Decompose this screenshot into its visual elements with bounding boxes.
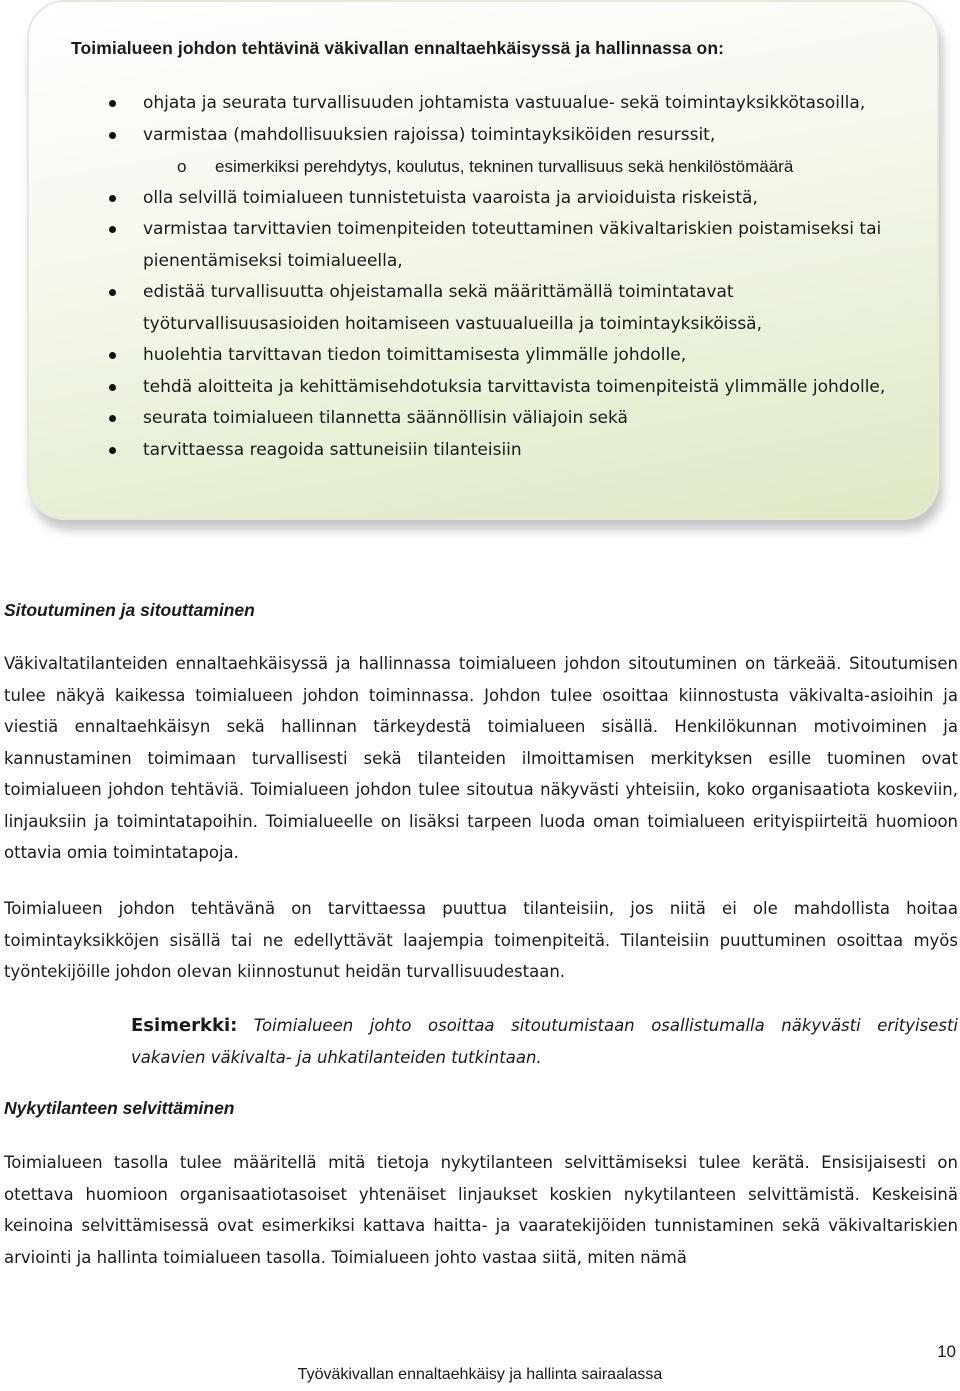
- box-title: Toimialueen johdon tehtävinä väkivallan ennaltaehkäisyssä ja hallinnassa on:: [71, 38, 725, 58]
- task-list: [29, 88, 941, 466]
- bullet-icon: [109, 100, 116, 107]
- bullet-icon: [109, 226, 116, 233]
- section-heading-current-state: Nykytilanteen selvittäminen: [4, 1098, 235, 1118]
- bullet-icon: [109, 352, 116, 359]
- list-item: olla selvillä toimialueen tunnistetuista vaaroista ja arvioiduista riskeistä,: [29, 183, 941, 215]
- sub-bullet-icon: o: [177, 157, 187, 176]
- list-item: seurata toimialueen tilannetta säännöllisin väliajoin sekä: [29, 403, 941, 435]
- bullet-icon: [109, 447, 116, 454]
- section-heading-commitment: Sitoutuminen ja sitouttaminen: [4, 600, 255, 620]
- bullet-icon: [109, 415, 116, 422]
- list-item: edistää turvallisuutta ohjeistamalla sekä määrittämällä toimintatavat työturvallisuusasioiden hoitamiseen vastuualueilla ja toimintayksiköissä,: [29, 277, 941, 340]
- example-text: Toimialueen johto osoittaa sitoutumistaan osallistumalla näkyvästi erityisesti vakavien väkivalta- ja uhkatilanteiden tutkintaan.: [131, 1016, 958, 1067]
- page-footer: Työväkivallan ennaltaehkäisy ja hallinta sairaalassa: [297, 1366, 663, 1383]
- list-item: tarvittaessa reagoida sattuneisiin tilanteisiin: [29, 435, 941, 467]
- list-item: varmistaa tarvittavien toimenpiteiden toteuttaminen väkivaltariskien poistamiseksi tai pienentämiseksi toimialueella,: [29, 214, 941, 277]
- summary-box: [27, 0, 939, 520]
- bullet-icon: [109, 132, 116, 139]
- list-item: o esimerkiksi perehdytys, koulutus, tekninen turvallisuus sekä henkilöstömäärä: [29, 151, 941, 183]
- example-label: Esimerkki:: [131, 1015, 238, 1036]
- bullet-icon: [109, 384, 116, 391]
- paragraph-current-state: Toimialueen tasolla tulee määritellä mitä tietoja nykytilanteen selvittämiseksi tulee kerätä. Ensisijaisesti on otettava huomioon organisaatiotasoiset yhtenäiset linjaukset koskien nykytilanteen selvittämistä. Keskeisinä keinoina selvittämisessä ovat esimerkiksi kattava haitta- ja vaaratekijöiden tunnistaminen sekä väkivaltariskien arviointi ja hallinta toimialueen tasolla. Toimialueen johto vastaa siitä, miten nämä: [4, 1153, 958, 1267]
- example-note: [131, 1010, 958, 1074]
- list-item: ohjata ja seurata turvallisuuden johtamista vastuualue- sekä toimintayksikkötasoilla,: [29, 88, 941, 120]
- page-number: 10: [937, 1342, 956, 1361]
- paragraph-intervention: Toimialueen johdon tehtävänä on tarvittaessa puuttua tilanteisiin, jos niitä ei ole mahdollista hoitaa toimintayksikköjen sisällä tai ne edellyttävät laajempia toimenpiteitä. Tilanteisiin puuttuminen osoittaa myös työntekijöille johdon olevan kiinnostunut heidän turvallisuudestaan.: [4, 899, 958, 981]
- paragraph-commitment: Väkivaltatilanteiden ennaltaehkäisyssä ja hallinnassa toimialueen johdon sitoutuminen on tärkeää. Sitoutumisen tulee näkyä kaikessa toimialueen johdon toiminnassa. Johdon tulee osoittaa kiinnostusta väkivalta-asioihin ja viestiä ennaltaehkäisyn sekä hallinnan tärkeydestä toimialueen sisällä. Henkilökunnan motivoiminen ja kannustaminen toimimaan turvallisesti sekä tilanteiden ilmoittamisen merkityksen esille tuominen ovat toimialueen johdon tehtäviä. Toimialueen johdon tulee sitoutua näkyvästi yhteisiin, koko organisaatiota koskeviin, linjauksiin ja toimintatapoihin. Toimialueelle on lisäksi tarpeen luoda oman toimialueen erityispiirteitä huomioon ottavia omia toimintatapoja.: [4, 654, 958, 862]
- bullet-icon: [109, 195, 116, 202]
- list-item: tehdä aloitteita ja kehittämisehdotuksia tarvittavista toimenpiteistä ylimmälle johdolle,: [29, 372, 941, 404]
- list-item: varmistaa (mahdollisuuksien rajoissa) toimintayksiköiden resurssit,: [29, 120, 941, 152]
- list-item: huolehtia tarvittavan tiedon toimittamisesta ylimmälle johdolle,: [29, 340, 941, 372]
- bullet-icon: [109, 289, 116, 296]
